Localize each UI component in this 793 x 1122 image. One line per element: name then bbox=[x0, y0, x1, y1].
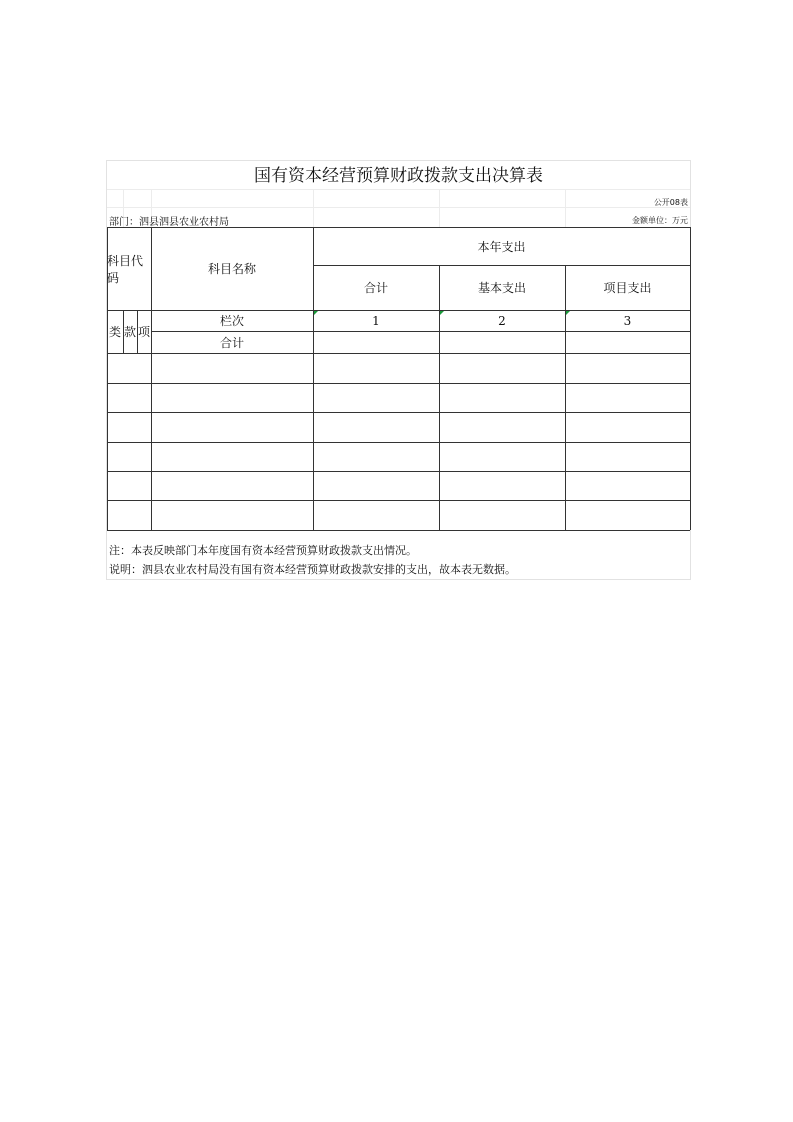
table-border bbox=[107, 471, 690, 472]
table-border bbox=[107, 383, 690, 384]
table-border bbox=[107, 500, 690, 501]
category-kuan-header: 款 bbox=[123, 325, 136, 339]
grid-line bbox=[313, 189, 314, 227]
table-border bbox=[107, 412, 690, 413]
subject-code-header: 科目代码 bbox=[107, 253, 144, 285]
column-index-2: 2 bbox=[498, 313, 506, 328]
row-index-label: 栏次 bbox=[219, 314, 244, 328]
form-number: 公开08表 bbox=[653, 198, 688, 207]
column-index-1: 1 bbox=[372, 313, 380, 328]
year-expense-header: 本年支出 bbox=[477, 239, 526, 254]
table-notes bbox=[109, 541, 516, 579]
explanation-text: 说明：泗县农业农村局没有国有资本经营预算财政拨款安排的支出，故本表无数据。 bbox=[109, 563, 516, 576]
table-border bbox=[690, 227, 691, 530]
category-lei-header: 类 bbox=[108, 325, 121, 339]
grid-line bbox=[565, 189, 566, 227]
subject-name-header: 科目名称 bbox=[207, 262, 256, 276]
grid-line bbox=[439, 189, 440, 227]
table-border bbox=[107, 353, 690, 354]
cell-flag-icon bbox=[314, 311, 318, 315]
sum-row-label: 合计 bbox=[219, 335, 244, 350]
report-title: 国有资本经营预算财政拨款支出决算表 bbox=[254, 166, 543, 186]
project-expense-header: 项目支出 bbox=[603, 281, 652, 295]
total-column-header: 合计 bbox=[363, 281, 388, 295]
basic-expense-header: 基本支出 bbox=[477, 281, 526, 295]
amount-unit: 金额单位：万元 bbox=[632, 216, 688, 225]
column-index-3: 3 bbox=[623, 313, 632, 328]
table-border bbox=[107, 442, 690, 443]
cell-flag-icon bbox=[566, 311, 570, 315]
category-xiang-header: 项 bbox=[137, 325, 150, 339]
report-sheet bbox=[106, 160, 691, 580]
department-label: 部门：泗县泗县农业农村局 bbox=[109, 217, 229, 228]
cell-flag-icon bbox=[440, 311, 444, 315]
grid-line bbox=[107, 189, 690, 190]
note-text: 注：本表反映部门本年度国有资本经营预算财政拨款支出情况。 bbox=[109, 544, 417, 557]
table-border bbox=[107, 530, 690, 531]
grid-line bbox=[107, 207, 690, 208]
